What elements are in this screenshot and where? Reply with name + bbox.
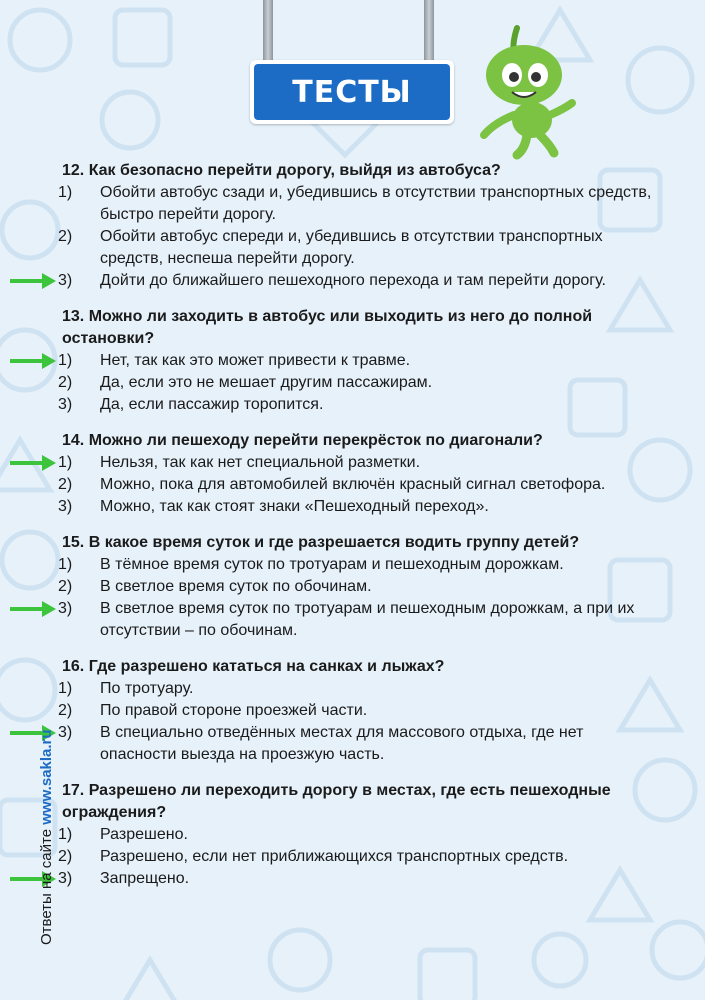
green-arrow-icon bbox=[10, 455, 56, 471]
question-title: 17. Разрешено ли переходить дорогу в местах, где есть пешеходные ограждения? bbox=[62, 782, 611, 821]
question-14 bbox=[58, 430, 662, 518]
question-title: 13. Можно ли заходить в автобус или выходить из него до полной остановки? bbox=[62, 308, 593, 347]
question-12 bbox=[58, 160, 662, 292]
answer-option: 1) Обойти автобус сзади и, убедившись в отсутствии транспортных средств, быстро перейти дорогу. bbox=[58, 184, 652, 223]
question-title: 14. Можно ли пешеходу перейти перекрёсток по диагонали? bbox=[62, 432, 543, 449]
answer-option-correct: 3) В светлое время суток по тротуарам и пешеходным дорожкам, а при их отсутствии – по обочинам. bbox=[62, 598, 662, 642]
question-title: 15. В какое время суток и где разрешается водить группу детей? bbox=[62, 534, 580, 551]
answer-option: 2) В светлое время суток по обочинам. bbox=[58, 578, 372, 595]
question-16 bbox=[58, 656, 662, 766]
question-title: 12. Как безопасно перейти дорогу, выйдя из автобуса? bbox=[62, 162, 501, 179]
answer-option: 2) Да, если это не мешает другим пассажирам. bbox=[58, 374, 433, 391]
title-sign bbox=[250, 60, 454, 124]
questions-list bbox=[58, 160, 662, 904]
sign-post-right bbox=[424, 0, 434, 64]
answer-option: 1) В тёмное время суток по тротуарам и пешеходным дорожкам. bbox=[58, 556, 564, 573]
page-title: ТЕСТЫ bbox=[254, 64, 450, 120]
question-17 bbox=[58, 780, 662, 890]
answer-option: 3) Да, если пассажир торопится. bbox=[58, 396, 324, 413]
answer-option-correct: 3) В специально отведённых местах для массового отдыха, где нет опасности выезда на проезжую часть. bbox=[62, 722, 662, 766]
answer-option-correct: 1) Нет, так как это может привести к травме. bbox=[62, 350, 662, 372]
answer-option-correct: 1) Нельзя, так как нет специальной разметки. bbox=[62, 452, 662, 474]
side-caption bbox=[38, 729, 55, 945]
site-link[interactable]: www.sakla.ru bbox=[38, 729, 55, 825]
side-caption-prefix: Ответы на сайте bbox=[38, 824, 55, 945]
answer-option: 2) Разрешено, если нет приближающихся транспортных средств. bbox=[58, 848, 569, 865]
green-arrow-icon bbox=[10, 273, 56, 289]
question-title: 16. Где разрешено кататься на санках и лыжах? bbox=[62, 658, 445, 675]
answer-option: 2) Обойти автобус спереди и, убедившись в отсутствии транспортных средств, неспеша перейти дорогу. bbox=[58, 228, 603, 267]
answer-option: 2) По правой стороне проезжей части. bbox=[58, 702, 368, 719]
green-arrow-icon bbox=[10, 353, 56, 369]
green-arrow-icon bbox=[10, 601, 56, 617]
answer-option: 2) Можно, пока для автомобилей включён красный сигнал светофора. bbox=[58, 476, 606, 493]
question-15 bbox=[58, 532, 662, 642]
answer-option: 3) Можно, так как стоят знаки «Пешеходный переход». bbox=[58, 498, 489, 515]
answer-option-correct: 3) Запрещено. bbox=[62, 868, 662, 890]
sign-post-left bbox=[263, 0, 273, 64]
answer-option: 1) По тротуару. bbox=[58, 680, 194, 697]
question-13 bbox=[58, 306, 662, 416]
answer-option: 1) Разрешено. bbox=[58, 826, 188, 843]
green-alien-mascot-icon bbox=[472, 20, 582, 160]
answer-option-correct: 3) Дойти до ближайшего пешеходного перехода и там перейти дорогу. bbox=[62, 270, 662, 292]
